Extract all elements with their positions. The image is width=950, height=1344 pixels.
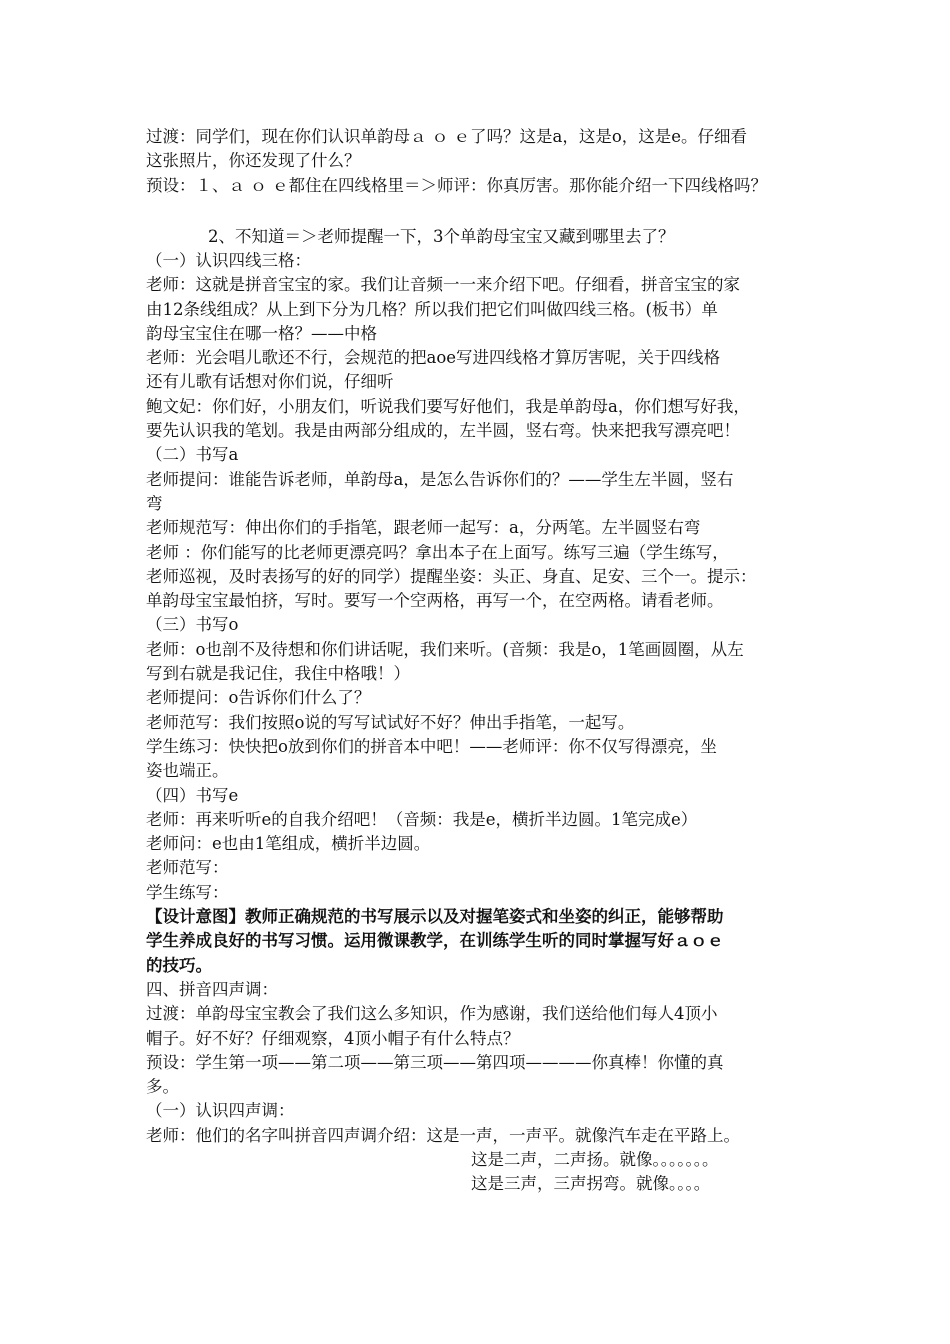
text-line: 韵母宝宝住在哪一格？——中格	[146, 323, 377, 343]
text-line: 2、不知道＝＞老师提醒一下，3个单韵母宝宝又藏到哪里去了？	[208, 227, 675, 246]
text-line: 老师 ：你们能写的比老师更漂亮吗？拿出本子在上面写。练写三遍（学生练写，	[146, 542, 729, 562]
text-line: 老师范写：我们按照o说的写写试试好不好？伸出手指笔，一起写。	[146, 712, 635, 732]
section-heading: （四）书写e	[146, 785, 239, 805]
text-line: 学生练写：	[146, 882, 229, 902]
text-line: 要先认识我的笔划。我是由两部分组成的，左半圆，竖右弯。快来把我写漂亮吧！	[146, 421, 740, 441]
section-heading: （一）认识四声调：	[146, 1101, 295, 1121]
text-line: 【设计意图】教师正确规范的书写展示以及对握笔姿式和坐姿的纠正，能够帮助	[146, 907, 724, 926]
text-line: 单韵母宝宝最怕挤，写时。要写一个空两格，再写一个，在空两格。请看老师。	[146, 591, 724, 611]
intro-paragraph	[146, 125, 826, 198]
text-line: 这是三声，三声拐弯。就像。。。。	[471, 1174, 711, 1194]
preset-item-2	[146, 225, 826, 249]
text-line: 老师提问：o告诉你们什么了？	[146, 688, 371, 708]
text-line: 过渡：同学们，现在你们认识单韵母ａ ｏ ｅ了吗？这是a，这是o，这是e。仔细看	[146, 127, 748, 146]
writing-sections	[146, 249, 826, 905]
text-line: 老师：这就是拼音宝宝的家。我们让音频一一来介绍下吧。仔细看，拼音宝宝的家	[146, 275, 740, 295]
text-line: 老师：光会唱儿歌还不行，会规范的把aoe写进四线格才算厉害呢，关于四线格	[146, 348, 721, 368]
text-line: 还有儿歌有话想对你们说，仔细听	[146, 372, 394, 392]
text-line: 老师规范写：伸出你们的手指笔，跟老师一起写：a，分两笔。左半圆竖右弯	[146, 518, 701, 538]
text-line: 写到右就是我记住，我住中格哦！）	[146, 664, 410, 684]
text-line: 鲍文妃：你们好，小朋友们，听说我们要写好他们，我是单韵母a，你们想写好我，	[146, 396, 750, 416]
text-line: 老师问：e也由1笔组成，横折半边圆。	[146, 834, 431, 854]
text-line: 由12条线组成？从上到下分为几格？所以我们把它们叫做四线三格。(板书）单	[146, 299, 718, 319]
text-line: 多。	[146, 1077, 179, 1097]
section-heading: （一）认识四线三格：	[146, 251, 311, 270]
text-line: 老师巡视，及时表扬写的好的同学）提醒坐姿：头正、身直、足安、三个一。提示：	[146, 566, 757, 586]
text-line: 学生练习：快快把o放到你们的拼音本中吧！——老师评：你不仅写得漂亮，坐	[146, 736, 717, 756]
text-line: 学生养成良好的书写习惯。运用微课教学，在训练学生听的同时掌握写好ａｏｅ	[146, 931, 724, 951]
text-line: 老师范写：	[146, 858, 229, 878]
section-heading: （三）书写o	[146, 615, 239, 635]
text-line: 预设：１、ａ ｏ ｅ都住在四线格里＝＞师评：你真厉害。那你能介绍一下四线格吗？	[146, 175, 767, 195]
tones-section	[146, 978, 826, 1197]
text-line: 姿也端正。	[146, 761, 229, 781]
text-line: 老师提问：谁能告诉老师，单韵母a，是怎么告诉你们的？——学生左半圆，竖右	[146, 469, 734, 489]
text-line: 老师：再来听听e的自我介绍吧！（音频：我是e，横折半边圆。1笔完成e）	[146, 809, 698, 829]
text-line: 弯	[146, 493, 163, 513]
text-line: 预设：学生第一项——第二项——第三项——第四项————你真棒！你懂的真	[146, 1052, 724, 1072]
text-line: 过渡：单韵母宝宝教会了我们这么多知识，作为感谢，我们送给他们每人4顶小	[146, 1004, 718, 1024]
text-line: 老师：o也剖不及待想和你们讲话呢，我们来听。(音频：我是o，1笔画圆圈，从左	[146, 639, 744, 659]
section-heading: （二）书写a	[146, 445, 239, 465]
text-line: 老师：他们的名字叫拼音四声调介绍：这是一声，一声平。就像汽车走在平路上。	[146, 1125, 740, 1145]
design-intent-note	[146, 905, 826, 978]
text-line: 的技巧。	[146, 955, 212, 975]
text-line: 这是二声，二声扬。就像。。。。。。。	[471, 1150, 719, 1170]
text-line: 帽子。好不好？仔细观察，4顶小帽子有什么特点？	[146, 1028, 520, 1048]
text-line: 这张照片，你还发现了什么？	[146, 151, 361, 171]
section-heading: 四、拼音四声调：	[146, 980, 278, 999]
